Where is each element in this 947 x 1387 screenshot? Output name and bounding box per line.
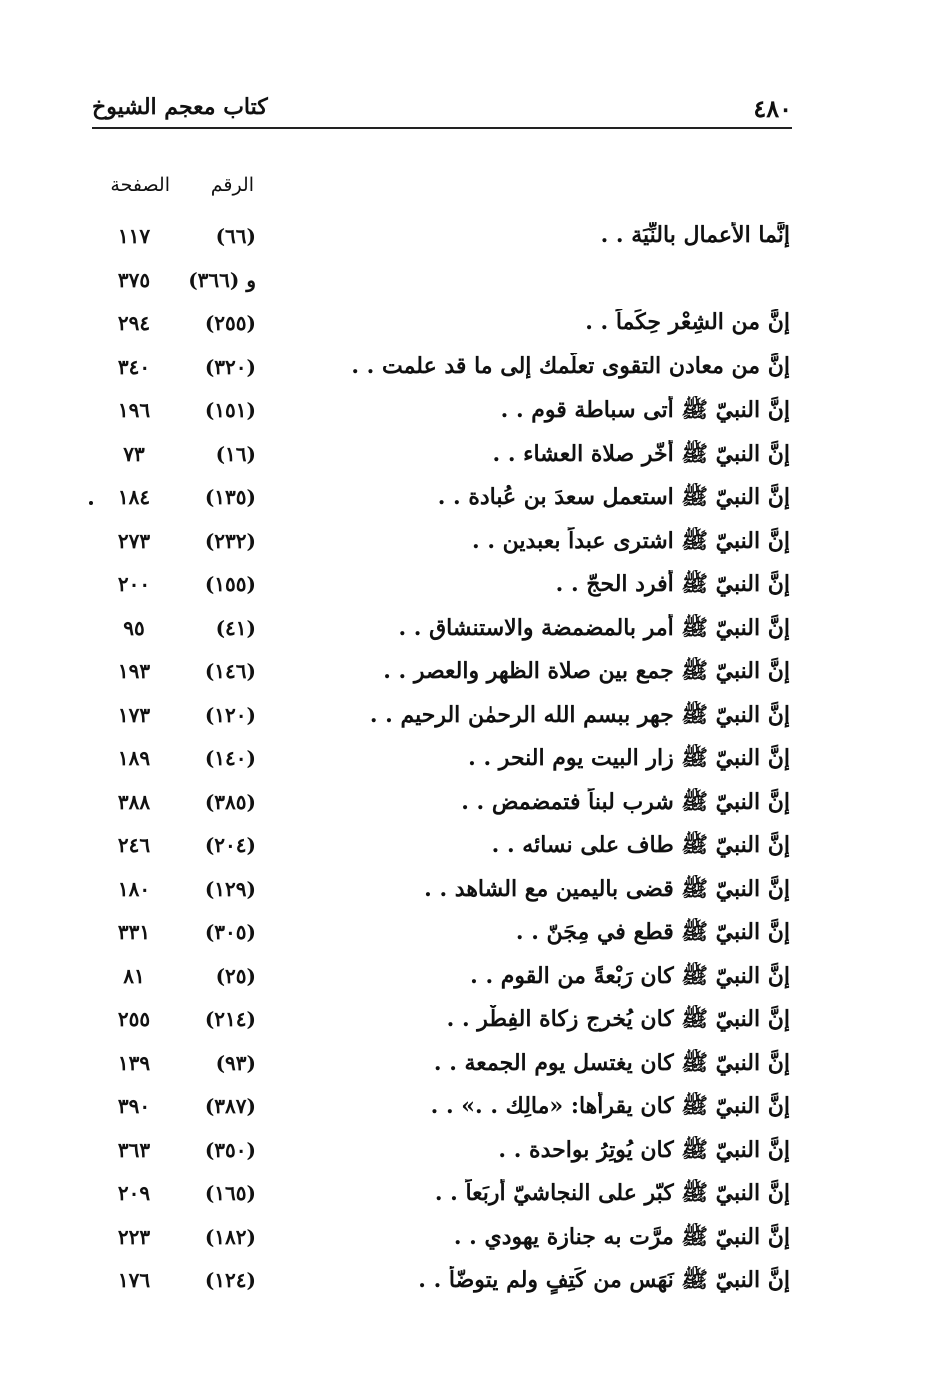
- hadith-number: (١٨٢): [204, 1224, 256, 1249]
- hadith-number: و (٣٦٦): [188, 267, 256, 292]
- hadith-number: (١٦٥): [204, 1181, 256, 1205]
- index-row: [90, 216, 790, 260]
- hadith-text: إنَّ النبيّ ﷺ زار البيت يوم النحر . .: [468, 745, 790, 771]
- index-row: [90, 347, 790, 391]
- index-row: [90, 1173, 790, 1217]
- stray-ink-dot: [89, 501, 93, 505]
- page-ref: ٩٥: [123, 615, 145, 640]
- hadith-number: (٢٥): [215, 963, 256, 988]
- hadith-text: إنَّ النبيّ ﷺ كان رَبْعةً من القوم . .: [470, 962, 790, 989]
- page-ref: ٧٣: [123, 441, 145, 466]
- hadith-number: (٢٣٢): [204, 528, 256, 553]
- page-ref: ٢٠٠: [117, 572, 151, 596]
- index-list: [90, 216, 790, 1304]
- index-row: [90, 651, 790, 695]
- index-row: [90, 956, 790, 1000]
- running-header: [92, 94, 792, 128]
- book-title: كتاب معجم الشيوخ: [92, 94, 268, 120]
- page-column-header: الصفحة: [110, 174, 170, 196]
- index-row: [90, 1043, 790, 1087]
- hadith-number: (٢٠٤): [204, 833, 256, 857]
- hadith-number: (٦٦): [215, 224, 256, 248]
- hadith-text: إنَّ النبيّ ﷺ اشترى عبداً بعبدين . .: [472, 527, 790, 554]
- index-row: [90, 303, 790, 347]
- index-row: [90, 782, 790, 826]
- hadith-text: إنَّ النبيّ ﷺ شرب لبناً فتمضمض . .: [461, 788, 790, 815]
- hadith-text: إنَّ النبيّ ﷺ قطع في مِجَنّ . .: [515, 919, 790, 945]
- column-headers: [92, 174, 262, 204]
- page-ref: ٣٣١: [117, 920, 151, 944]
- index-row: [90, 825, 790, 869]
- index-row: [90, 434, 790, 478]
- page-ref: ٣٦٣: [117, 1137, 151, 1162]
- hadith-text: إنَّ النبيّ ﷺ كان يُخرج زكاة الفِطْر . .: [446, 1006, 790, 1032]
- page-ref: ٢٧٣: [117, 528, 151, 553]
- page-ref: ٢٩٤: [117, 311, 151, 335]
- index-row: [90, 1086, 790, 1130]
- page-ref: ١٨٠: [117, 876, 151, 901]
- page-ref: ٣٨٨: [117, 789, 151, 814]
- index-row: [90, 521, 790, 565]
- page-ref: ٣٩٠: [117, 1094, 151, 1118]
- index-row: [90, 1217, 790, 1261]
- number-column-header: الرقم: [210, 174, 254, 196]
- hadith-text: إنَّ النبيّ ﷺ كان يُوتِرُ بواحدة . .: [498, 1136, 790, 1163]
- hadith-number: (١٥١): [204, 398, 256, 422]
- hadith-text: إنَّ النبيّ ﷺ مرَّت به جنازة يهودي . .: [453, 1223, 790, 1250]
- hadith-number: (١٤٠): [204, 746, 256, 770]
- page-ref: ١٩٣: [117, 659, 151, 683]
- page-ref: ٣٧٥: [117, 267, 151, 292]
- hadith-text: إنَّ النبيّ ﷺ كبّر على النجاشيّ أربَعاً . .: [434, 1180, 790, 1206]
- hadith-number: (٣٠٥): [204, 920, 256, 944]
- page-ref: ٢٥٥: [117, 1007, 151, 1031]
- hadith-number: (٣٥٠): [204, 1137, 256, 1162]
- page-ref: ٢٠٩: [117, 1181, 151, 1205]
- index-row: [90, 869, 790, 913]
- hadith-text: إنَّ النبيّ ﷺ قضى باليمين مع الشاهد . .: [424, 875, 790, 902]
- page-ref: ١٨٤: [117, 485, 151, 509]
- page-ref: ٢٢٣: [117, 1224, 151, 1249]
- hadith-text: إنَّ النبيّ ﷺ جهر ببسم الله الرحمٰن الرحيم . .: [369, 701, 790, 728]
- header-rule: [92, 127, 792, 129]
- hadith-number: (١٦): [215, 441, 256, 466]
- index-row: [90, 260, 790, 304]
- hadith-text: إنَّ النبيّ ﷺ كان يقرأها: «مالِك . .» . .: [430, 1093, 790, 1119]
- hadith-number: (٢٥٥): [204, 311, 256, 335]
- hadith-text: إنَّ من الشِعْر حِكَماً . .: [585, 309, 790, 335]
- hadith-text: إنَّ النبيّ ﷺ أخّر صلاة العشاء . .: [492, 440, 790, 467]
- page-ref: ١٣٩: [117, 1050, 151, 1075]
- page-ref: ٢٤٦: [117, 833, 151, 857]
- index-row: [90, 1260, 790, 1304]
- hadith-number: (١٢٩): [204, 876, 256, 901]
- hadith-text: إنَّ النبيّ ﷺ نَهَس من كَتِفٍ ولم يتوضّأ . .: [418, 1267, 790, 1293]
- hadith-text: إنَّ النبيّ ﷺ أتى سباطة قوم . .: [500, 397, 790, 423]
- index-row: [90, 564, 790, 608]
- page-ref: ١٧٣: [117, 702, 151, 727]
- index-row: [90, 608, 790, 652]
- hadith-number: (١٤٦): [204, 659, 256, 683]
- hadith-text: إنَّ النبيّ ﷺ أفرد الحجّ . .: [555, 571, 790, 597]
- index-row: [90, 912, 790, 956]
- index-row: [90, 477, 790, 521]
- hadith-number: (٣٨٧): [204, 1094, 256, 1118]
- page-ref: ١١٧: [117, 224, 151, 248]
- page-ref: ١٩٦: [117, 398, 151, 422]
- index-row: [90, 738, 790, 782]
- hadith-text: إنَّ النبيّ ﷺ استعمل سعدَ بن عُبادة . .: [437, 484, 790, 510]
- hadith-text: إنَّ النبيّ ﷺ جمع بين صلاة الظهر والعصر . .: [383, 658, 790, 684]
- hadith-text: إنَّ من معادن التقوى تعلُّمك إلى ما قد علمت . .: [351, 352, 790, 379]
- index-row: [90, 695, 790, 739]
- hadith-number: (٤١): [215, 615, 256, 640]
- hadith-number: (٣٢٠): [204, 354, 256, 379]
- index-row: [90, 390, 790, 434]
- hadith-text: إنَّما الأعمال بالنِّيَة . .: [600, 222, 790, 248]
- page-ref: ١٨٩: [117, 746, 151, 770]
- page-ref: ٨١: [123, 963, 145, 988]
- hadith-number: (٩٣): [215, 1050, 256, 1075]
- hadith-text: إنَّ النبيّ ﷺ كان يغتسل يوم الجمعة . .: [433, 1049, 790, 1076]
- index-row: [90, 999, 790, 1043]
- hadith-number: (١٥٥): [204, 572, 256, 596]
- hadith-number: (١٣٥): [204, 485, 256, 509]
- hadith-number: (١٢٤): [204, 1268, 256, 1292]
- page-number: ٤٨٠: [753, 94, 792, 123]
- page-ref: ١٧٦: [117, 1268, 151, 1292]
- index-row: [90, 1130, 790, 1174]
- hadith-number: (٣٨٥): [204, 789, 256, 814]
- hadith-number: (٢١٤): [204, 1007, 256, 1031]
- hadith-text: إنَّ النبيّ ﷺ طاف على نسائه . .: [491, 832, 790, 858]
- page-ref: ٣٤٠: [117, 354, 151, 379]
- hadith-number: (١٢٠): [204, 702, 256, 727]
- hadith-text: إنَّ النبيّ ﷺ أمر بالمضمضة والاستنشاق . .: [398, 614, 790, 641]
